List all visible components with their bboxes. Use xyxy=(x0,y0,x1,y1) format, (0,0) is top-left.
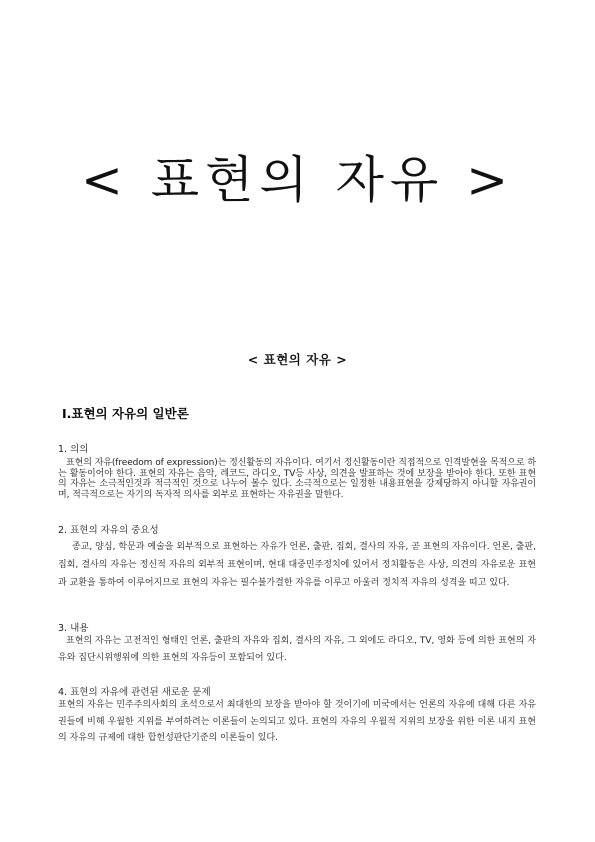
document-subtitle: < 표현의 자유 > xyxy=(247,352,348,367)
item-3-paragraph: 표현의 자유는 고전적인 형태인 언론, 출판의 자유와 집회, 결사의 자유, 그 외에도 라디오, TV, 영화 등에 의한 표현의 자유와 집단시위행위에 의한 표현의 자유등이 포함되어 있다. xyxy=(58,636,536,663)
item-4-title: 4. 표현의 자유에 관련된 새로운 문제 xyxy=(58,687,211,698)
document-cover-title: < 표현의 자유 > xyxy=(81,151,514,209)
item-2-title: 2. 표현의 자유의 중요성 xyxy=(58,525,159,536)
item-3-title: 3. 내용 xyxy=(58,623,89,634)
item-2-paragraph: 종교, 양심, 학문과 예술을 외부적으로 표현하는 자유가 언론, 출판, 집회, 결사의 자유, 곧 표현의 자유이다. 언론, 출판, 집회, 결사의 자유는 정신적 자유의 외부적 표현이며, 현대 대중민주정치에 있어서 정치활동은 사상, 의견의 자유로운 표현과 교환을 통하여 이루어지므로 표현의 자유는 필수불가결한 자유를 이루고 아울러 정치적 자유의 성격을 띠고 있다. xyxy=(58,542,536,588)
section-heading: Ⅰ.표현의 자유의 일반론 xyxy=(62,406,189,421)
item-1-title: 1. 의의 xyxy=(58,444,89,455)
item-1-paragraph: 표현의 자유(freedom of expression)는 정신활동의 자유이다. 여기서 정신활동이란 직접적으로 인격발현을 목적으로 하는 활동이어야 한다. 표현의 자유는 음악, 레코드, 라디오, TV등 사상, 의견을 발표하는 것에 보장을 받아야 한다. 또한 표현의 자유는 소극적인것과 적극적인 것으로 나누어 볼수 있다. 소극적으로는 일정한 내용표현을 강제당하지 아니할 자유권이며, 적극적으로는 자기의 독자적 의사를 외부로 표현하는 자유권을 말한다. xyxy=(58,458,536,500)
item-4-paragraph: 표현의 자유는 민주주의사회의 초석으로서 최대한의 보장을 받아야 할 것이기에 미국에서는 언론의 자유에 대해 다른 자유권들에 비해 우월한 지위를 부여하려는 이론들이 논의되고 있다. 표현의 자유의 우월적 지위의 보장을 위한 이론 내지 표현의 자유의 규제에 대한 합헌성판단기준의 이론들이 있다. xyxy=(58,700,536,743)
